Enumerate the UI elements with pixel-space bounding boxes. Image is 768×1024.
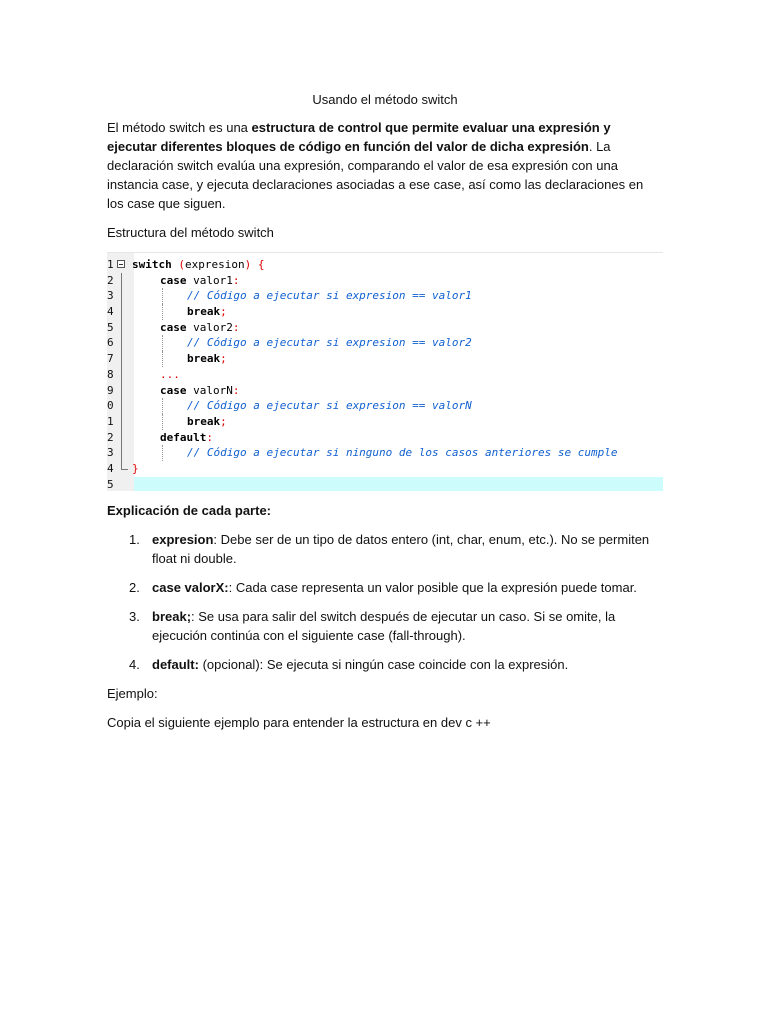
code-snippet-image xyxy=(107,252,663,491)
list-item xyxy=(107,578,663,597)
code-punct: ; xyxy=(220,352,227,366)
code-line-9 xyxy=(107,383,663,399)
code-ellipsis: ... xyxy=(160,367,180,381)
list-text: : Cada case representa un valor posible que la expresión puede tomar. xyxy=(228,580,637,595)
indent-guide xyxy=(162,398,163,414)
code-line-8 xyxy=(107,367,663,383)
indent-guide xyxy=(162,304,163,320)
indent-guide xyxy=(162,351,163,367)
code-punct: : xyxy=(232,273,240,287)
code-line-2 xyxy=(107,273,663,289)
line-number: 2 xyxy=(107,273,114,287)
code-line-12 xyxy=(107,430,663,446)
code-line-5 xyxy=(107,320,663,336)
line-number: 8 xyxy=(107,367,114,381)
explanation-heading: Explicación de cada parte: xyxy=(107,503,272,518)
fold-guide-line xyxy=(121,445,122,461)
fold-guide-line xyxy=(121,273,122,289)
list-text: (opcional): Se ejecuta si ningún case coincide con la expresión. xyxy=(198,657,569,672)
code-line-15-current xyxy=(107,477,663,491)
fold-guide-line xyxy=(121,351,122,367)
intro-bold-text: estructura de control que permite evaluar una expresión y ejecutar diferentes bloques de código en función del valor de dicha expresión xyxy=(107,120,611,154)
indent-guide xyxy=(162,445,163,461)
document-title: Usando el método switch xyxy=(312,92,458,107)
line-number: 1 xyxy=(107,414,114,428)
code-line-3 xyxy=(107,288,663,304)
fold-guide-line xyxy=(121,383,122,399)
list-number: 4. xyxy=(129,657,140,672)
line-number: 7 xyxy=(107,352,114,366)
list-number: 1. xyxy=(129,532,140,547)
code-keyword: break xyxy=(187,414,221,428)
code-close-brace: } xyxy=(132,461,139,475)
code-line-13 xyxy=(107,445,663,461)
list-number: 2. xyxy=(129,580,140,595)
list-text: : Debe ser de un tipo de datos entero (int, char, enum, etc.). No se permiten float ni double. xyxy=(152,532,650,566)
code-comment: // Código a ejecutar si expresion == valor1 xyxy=(187,289,472,303)
line-number: 9 xyxy=(107,383,114,397)
indent-guide xyxy=(162,288,163,304)
code-comment: // Código a ejecutar si expresion == valor2 xyxy=(187,336,472,350)
line-number: 4 xyxy=(107,461,114,475)
list-item xyxy=(107,655,663,674)
code-identifier: valorN xyxy=(186,383,233,397)
fold-guide-line xyxy=(121,288,122,304)
code-line-10 xyxy=(107,398,663,414)
code-identifier: valor2 xyxy=(186,320,233,334)
indent-guide xyxy=(162,335,163,351)
code-line-7 xyxy=(107,351,663,367)
fold-collapse-icon xyxy=(117,260,125,268)
line-number: 5 xyxy=(107,320,114,334)
list-text: : Se usa para salir del switch después de ejecutar un caso. Si se omite, la ejecución continúa con el siguiente case (fall-through). xyxy=(152,609,616,643)
example-label: Ejemplo: xyxy=(107,686,158,701)
line-number: 4 xyxy=(107,305,114,319)
intro-text-1: El método switch es una xyxy=(107,120,252,135)
line-number: 1 xyxy=(107,258,114,271)
code-keyword: case xyxy=(160,383,187,397)
code-line-1 xyxy=(107,257,663,273)
code-punct: ( xyxy=(171,258,185,271)
list-item xyxy=(107,607,663,645)
copy-instruction: Copia el siguiente ejemplo para entender la estructura en dev c ++ xyxy=(107,715,491,730)
line-number: 2 xyxy=(107,430,114,444)
list-term: expresion xyxy=(152,532,214,547)
code-keyword: case xyxy=(160,273,187,287)
structure-heading: Estructura del método switch xyxy=(107,225,274,240)
code-line-4 xyxy=(107,304,663,320)
document-page xyxy=(107,90,663,742)
code-keyword: switch xyxy=(132,258,172,271)
list-term: break; xyxy=(152,609,192,624)
code-line-14 xyxy=(107,461,663,477)
list-item xyxy=(107,530,663,568)
code-line-11 xyxy=(107,414,663,430)
list-term: case valorX: xyxy=(152,580,229,595)
line-number: 3 xyxy=(107,446,114,460)
indent-guide xyxy=(162,414,163,430)
code-keyword: break xyxy=(187,352,221,366)
fold-guide-line xyxy=(121,414,122,430)
code-punct: : xyxy=(206,430,213,444)
code-comment: // Código a ejecutar si expresion == valorN xyxy=(187,399,472,413)
fold-guide-line xyxy=(121,430,122,446)
intro-paragraph xyxy=(107,118,663,213)
fold-end-marker xyxy=(121,461,128,470)
line-number: 6 xyxy=(107,336,114,350)
fold-guide-line xyxy=(121,398,122,414)
list-number: 3. xyxy=(129,609,140,624)
fold-guide-line xyxy=(121,335,122,351)
code-punct: : xyxy=(232,383,240,397)
code-punct: ) { xyxy=(244,258,265,271)
code-comment: // Código a ejecutar si ninguno de los casos anteriores se cumple xyxy=(187,446,618,460)
explanation-list xyxy=(107,530,663,674)
code-identifier: expresion xyxy=(185,258,245,271)
fold-guide-line xyxy=(121,367,122,383)
code-keyword: default xyxy=(160,430,207,444)
code-lines xyxy=(107,257,663,491)
line-number: 3 xyxy=(107,289,114,303)
code-keyword: break xyxy=(187,305,221,319)
intro-text-2: . La declaración switch evalúa una expresión, comparando el valor de esa expresión con una instancia case, y ejecuta declaraciones asociadas a ese case, así como las declaraciones en los case que siguen. xyxy=(107,139,644,211)
list-term: default: xyxy=(152,657,199,672)
fold-guide-line xyxy=(121,320,122,336)
code-keyword: case xyxy=(160,320,187,334)
fold-guide-line xyxy=(121,304,122,320)
code-punct: ; xyxy=(220,305,227,319)
line-number: 5 xyxy=(107,477,134,491)
line-number: 0 xyxy=(107,399,114,413)
code-punct: : xyxy=(232,320,240,334)
code-line-6 xyxy=(107,335,663,351)
code-punct: ; xyxy=(220,414,227,428)
code-identifier: valor1 xyxy=(186,273,233,287)
